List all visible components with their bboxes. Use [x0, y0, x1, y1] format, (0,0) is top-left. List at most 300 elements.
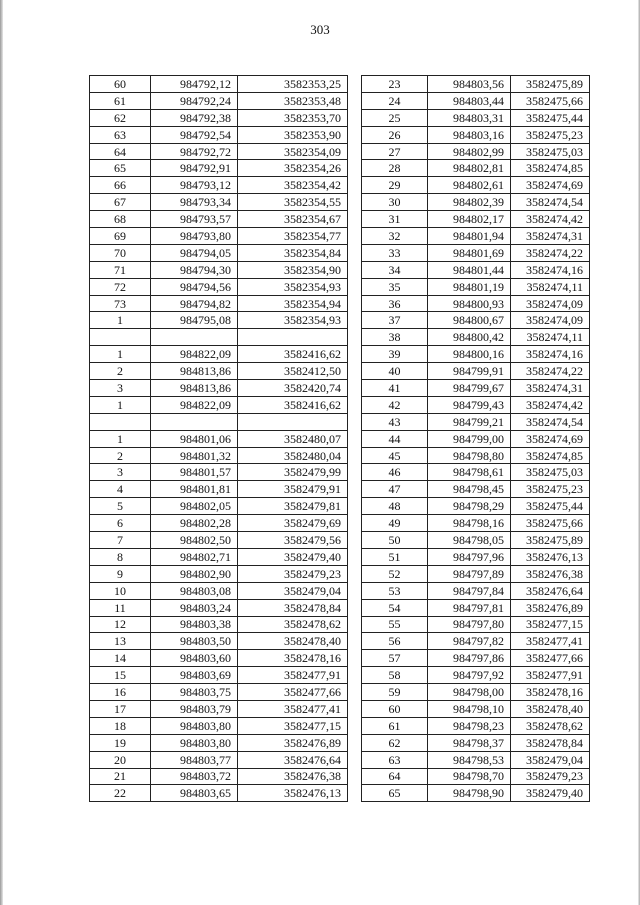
point-number-cell: 48 — [362, 498, 428, 515]
table-row — [362, 734, 590, 751]
point-number-cell: 51 — [362, 548, 428, 565]
point-number-cell: 28 — [362, 160, 428, 177]
y-coordinate-cell: 3582354,42 — [238, 177, 348, 194]
y-coordinate-cell: 3582354,93 — [238, 278, 348, 295]
y-coordinate-cell: 3582353,25 — [238, 76, 348, 93]
point-number-cell: 53 — [362, 582, 428, 599]
point-number-cell: 37 — [362, 312, 428, 329]
point-number-cell: 61 — [90, 92, 151, 109]
y-coordinate-cell: 3582354,90 — [238, 261, 348, 278]
y-coordinate-cell: 3582474,69 — [511, 177, 590, 194]
table-row — [90, 515, 348, 532]
table-row — [90, 616, 348, 633]
table-row — [90, 768, 348, 785]
x-coordinate-cell: 984802,50 — [151, 532, 238, 549]
y-coordinate-cell: 3582474,22 — [511, 244, 590, 261]
table-row — [90, 346, 348, 363]
x-coordinate-cell: 984797,92 — [428, 667, 511, 684]
point-number-cell: 16 — [90, 684, 151, 701]
table-row — [362, 160, 590, 177]
y-coordinate-cell: 3582479,81 — [238, 498, 348, 515]
table-row — [362, 532, 590, 549]
point-number-cell: 64 — [362, 768, 428, 785]
x-coordinate-cell: 984798,23 — [428, 717, 511, 734]
table-row — [90, 548, 348, 565]
point-number-cell: 17 — [90, 700, 151, 717]
table-row — [362, 363, 590, 380]
x-coordinate-cell: 984802,99 — [428, 143, 511, 160]
point-number-cell — [90, 329, 151, 346]
y-coordinate-cell: 3582474,11 — [511, 329, 590, 346]
table-row — [362, 498, 590, 515]
table-row — [362, 177, 590, 194]
table-row — [90, 413, 348, 430]
y-coordinate-cell: 3582474,09 — [511, 295, 590, 312]
y-coordinate-cell: 3582474,31 — [511, 380, 590, 397]
x-coordinate-cell: 984793,34 — [151, 194, 238, 211]
x-coordinate-cell: 984802,17 — [428, 211, 511, 228]
point-number-cell: 15 — [90, 667, 151, 684]
point-number-cell: 59 — [362, 684, 428, 701]
x-coordinate-cell: 984800,16 — [428, 346, 511, 363]
y-coordinate-cell: 3582480,04 — [238, 447, 348, 464]
table-row — [362, 228, 590, 245]
table-row — [362, 76, 590, 93]
y-coordinate-cell: 3582476,38 — [238, 768, 348, 785]
table-row — [90, 599, 348, 616]
x-coordinate-cell: 984792,54 — [151, 126, 238, 143]
x-coordinate-cell: 984797,84 — [428, 582, 511, 599]
y-coordinate-cell: 3582474,42 — [511, 211, 590, 228]
x-coordinate-cell: 984801,19 — [428, 278, 511, 295]
table-row — [362, 109, 590, 126]
y-coordinate-cell: 3582475,23 — [511, 126, 590, 143]
point-number-cell: 6 — [90, 515, 151, 532]
x-coordinate-cell: 984803,56 — [428, 76, 511, 93]
x-coordinate-cell: 984803,38 — [151, 616, 238, 633]
y-coordinate-cell: 3582475,66 — [511, 92, 590, 109]
table-row — [90, 177, 348, 194]
x-coordinate-cell: 984801,81 — [151, 481, 238, 498]
y-coordinate-cell: 3582479,23 — [238, 565, 348, 582]
x-coordinate-cell: 984800,93 — [428, 295, 511, 312]
y-coordinate-cell: 3582476,64 — [511, 582, 590, 599]
y-coordinate-cell: 3582476,64 — [238, 751, 348, 768]
y-coordinate-cell: 3582354,09 — [238, 143, 348, 160]
x-coordinate-cell: 984803,08 — [151, 582, 238, 599]
point-number-cell: 57 — [362, 650, 428, 667]
x-coordinate-cell: 984803,16 — [428, 126, 511, 143]
point-number-cell: 54 — [362, 599, 428, 616]
x-coordinate-cell: 984798,05 — [428, 532, 511, 549]
table-row — [362, 413, 590, 430]
table-row — [362, 396, 590, 413]
y-coordinate-cell: 3582475,03 — [511, 143, 590, 160]
y-coordinate-cell: 3582478,84 — [238, 599, 348, 616]
y-coordinate-cell: 3582474,54 — [511, 413, 590, 430]
y-coordinate-cell: 3582354,77 — [238, 228, 348, 245]
x-coordinate-cell: 984802,61 — [428, 177, 511, 194]
point-number-cell: 9 — [90, 565, 151, 582]
table-row — [362, 211, 590, 228]
point-number-cell: 25 — [362, 109, 428, 126]
y-coordinate-cell: 3582477,41 — [238, 700, 348, 717]
table-row — [90, 228, 348, 245]
table-row — [362, 430, 590, 447]
point-number-cell: 62 — [362, 734, 428, 751]
x-coordinate-cell: 984798,45 — [428, 481, 511, 498]
point-number-cell: 40 — [362, 363, 428, 380]
point-number-cell: 19 — [90, 734, 151, 751]
table-row — [90, 751, 348, 768]
table-row — [90, 109, 348, 126]
table-row — [362, 650, 590, 667]
table-row — [90, 160, 348, 177]
table-row — [362, 380, 590, 397]
y-coordinate-cell: 3582477,66 — [511, 650, 590, 667]
table-row — [90, 447, 348, 464]
point-number-cell: 71 — [90, 261, 151, 278]
point-number-cell: 18 — [90, 717, 151, 734]
y-coordinate-cell: 3582474,31 — [511, 228, 590, 245]
table-row — [362, 565, 590, 582]
point-number-cell: 62 — [90, 109, 151, 126]
point-number-cell: 52 — [362, 565, 428, 582]
point-number-cell: 30 — [362, 194, 428, 211]
table-row — [362, 92, 590, 109]
x-coordinate-cell: 984803,77 — [151, 751, 238, 768]
y-coordinate-cell: 3582479,40 — [238, 548, 348, 565]
table-row — [90, 329, 348, 346]
x-coordinate-cell: 984797,89 — [428, 565, 511, 582]
point-number-cell: 7 — [90, 532, 151, 549]
point-number-cell: 63 — [362, 751, 428, 768]
y-coordinate-cell: 3582480,07 — [238, 430, 348, 447]
table-row — [362, 244, 590, 261]
y-coordinate-cell: 3582475,03 — [511, 464, 590, 481]
x-coordinate-cell: 984803,50 — [151, 633, 238, 650]
x-coordinate-cell: 984802,90 — [151, 565, 238, 582]
y-coordinate-cell: 3582475,23 — [511, 481, 590, 498]
point-number-cell: 47 — [362, 481, 428, 498]
x-coordinate-cell: 984798,61 — [428, 464, 511, 481]
y-coordinate-cell: 3582474,85 — [511, 160, 590, 177]
x-coordinate-cell: 984797,86 — [428, 650, 511, 667]
table-row — [362, 126, 590, 143]
x-coordinate-cell: 984794,56 — [151, 278, 238, 295]
y-coordinate-cell: 3582478,62 — [511, 717, 590, 734]
point-number-cell: 1 — [90, 430, 151, 447]
table-row — [90, 734, 348, 751]
x-coordinate-cell: 984803,44 — [428, 92, 511, 109]
point-number-cell: 69 — [90, 228, 151, 245]
y-coordinate-cell: 3582474,16 — [511, 346, 590, 363]
x-coordinate-cell: 984801,06 — [151, 430, 238, 447]
y-coordinate-cell: 3582477,91 — [238, 667, 348, 684]
point-number-cell: 33 — [362, 244, 428, 261]
y-coordinate-cell: 3582478,40 — [511, 700, 590, 717]
table-row — [90, 430, 348, 447]
x-coordinate-cell: 984793,80 — [151, 228, 238, 245]
x-coordinate-cell: 984813,86 — [151, 363, 238, 380]
table-row — [90, 785, 348, 802]
x-coordinate-cell: 984798,53 — [428, 751, 511, 768]
y-coordinate-cell: 3582477,15 — [238, 717, 348, 734]
x-coordinate-cell: 984792,12 — [151, 76, 238, 93]
point-number-cell: 60 — [90, 76, 151, 93]
table-row — [90, 76, 348, 93]
table-row — [90, 312, 348, 329]
y-coordinate-cell: 3582476,89 — [238, 734, 348, 751]
y-coordinate-cell: 3582479,91 — [238, 481, 348, 498]
point-number-cell: 3 — [90, 464, 151, 481]
x-coordinate-cell: 984803,60 — [151, 650, 238, 667]
y-coordinate-cell: 3582475,89 — [511, 532, 590, 549]
x-coordinate-cell: 984795,08 — [151, 312, 238, 329]
point-number-cell: 43 — [362, 413, 428, 430]
point-number-cell: 35 — [362, 278, 428, 295]
x-coordinate-cell: 984797,80 — [428, 616, 511, 633]
point-number-cell: 27 — [362, 143, 428, 160]
y-coordinate-cell: 3582475,66 — [511, 515, 590, 532]
x-coordinate-cell: 984798,16 — [428, 515, 511, 532]
table-row — [90, 244, 348, 261]
table-row — [90, 380, 348, 397]
x-coordinate-cell: 984803,80 — [151, 734, 238, 751]
point-number-cell — [90, 413, 151, 430]
table-row — [362, 312, 590, 329]
table-row — [90, 667, 348, 684]
x-coordinate-cell: 984803,24 — [151, 599, 238, 616]
table-row — [362, 464, 590, 481]
x-coordinate-cell: 984800,42 — [428, 329, 511, 346]
y-coordinate-cell: 3582416,62 — [238, 396, 348, 413]
x-coordinate-cell: 984798,90 — [428, 785, 511, 802]
point-number-cell: 61 — [362, 717, 428, 734]
y-coordinate-cell: 3582478,40 — [238, 633, 348, 650]
point-number-cell: 31 — [362, 211, 428, 228]
y-coordinate-cell: 3582477,15 — [511, 616, 590, 633]
x-coordinate-cell: 984798,00 — [428, 684, 511, 701]
point-number-cell: 36 — [362, 295, 428, 312]
table-row — [90, 498, 348, 515]
y-coordinate-cell: 3582353,70 — [238, 109, 348, 126]
x-coordinate-cell: 984801,32 — [151, 447, 238, 464]
y-coordinate-cell: 3582412,50 — [238, 363, 348, 380]
y-coordinate-cell: 3582479,69 — [238, 515, 348, 532]
y-coordinate-cell: 3582478,84 — [511, 734, 590, 751]
point-number-cell: 44 — [362, 430, 428, 447]
point-number-cell: 13 — [90, 633, 151, 650]
table-row — [362, 515, 590, 532]
x-coordinate-cell: 984802,05 — [151, 498, 238, 515]
table-row — [362, 616, 590, 633]
point-number-cell: 41 — [362, 380, 428, 397]
y-coordinate-cell: 3582474,09 — [511, 312, 590, 329]
point-number-cell: 65 — [362, 785, 428, 802]
table-row — [362, 700, 590, 717]
table-row — [90, 295, 348, 312]
table-row — [362, 261, 590, 278]
point-number-cell: 65 — [90, 160, 151, 177]
point-number-cell: 58 — [362, 667, 428, 684]
table-row — [90, 278, 348, 295]
table-row — [90, 481, 348, 498]
x-coordinate-cell: 984798,80 — [428, 447, 511, 464]
y-coordinate-cell: 3582479,04 — [511, 751, 590, 768]
y-coordinate-cell: 3582354,93 — [238, 312, 348, 329]
y-coordinate-cell: 3582474,54 — [511, 194, 590, 211]
y-coordinate-cell: 3582475,44 — [511, 498, 590, 515]
table-row — [90, 194, 348, 211]
table-row — [90, 650, 348, 667]
y-coordinate-cell: 3582474,42 — [511, 396, 590, 413]
table-row — [362, 633, 590, 650]
x-coordinate-cell: 984799,91 — [428, 363, 511, 380]
point-number-cell: 72 — [90, 278, 151, 295]
table-row — [362, 717, 590, 734]
table-row — [90, 700, 348, 717]
table-row — [362, 329, 590, 346]
table-row — [362, 194, 590, 211]
x-coordinate-cell: 984802,81 — [428, 160, 511, 177]
x-coordinate-cell: 984797,96 — [428, 548, 511, 565]
x-coordinate-cell: 984798,10 — [428, 700, 511, 717]
point-number-cell: 3 — [90, 380, 151, 397]
y-coordinate-cell: 3582476,13 — [238, 785, 348, 802]
table-row — [90, 211, 348, 228]
x-coordinate-cell: 984801,44 — [428, 261, 511, 278]
table-row — [90, 143, 348, 160]
x-coordinate-cell: 984803,75 — [151, 684, 238, 701]
point-number-cell: 50 — [362, 532, 428, 549]
y-coordinate-cell: 3582354,94 — [238, 295, 348, 312]
x-coordinate-cell: 984802,28 — [151, 515, 238, 532]
point-number-cell: 34 — [362, 261, 428, 278]
y-coordinate-cell — [238, 329, 348, 346]
point-number-cell: 1 — [90, 396, 151, 413]
point-number-cell: 5 — [90, 498, 151, 515]
table-row — [362, 278, 590, 295]
point-number-cell: 67 — [90, 194, 151, 211]
y-coordinate-cell: 3582476,13 — [511, 548, 590, 565]
table-row — [90, 396, 348, 413]
x-coordinate-cell: 984798,37 — [428, 734, 511, 751]
point-number-cell: 46 — [362, 464, 428, 481]
table-row — [362, 785, 590, 802]
table-row — [90, 565, 348, 582]
table-row — [90, 464, 348, 481]
point-number-cell: 29 — [362, 177, 428, 194]
table-row — [362, 346, 590, 363]
x-coordinate-cell: 984794,82 — [151, 295, 238, 312]
y-coordinate-cell: 3582475,44 — [511, 109, 590, 126]
table-row — [362, 143, 590, 160]
point-number-cell: 21 — [90, 768, 151, 785]
x-coordinate-cell: 984792,38 — [151, 109, 238, 126]
x-coordinate-cell: 984800,67 — [428, 312, 511, 329]
x-coordinate-cell: 984822,09 — [151, 396, 238, 413]
point-number-cell: 14 — [90, 650, 151, 667]
x-coordinate-cell: 984797,81 — [428, 599, 511, 616]
table-row — [90, 92, 348, 109]
x-coordinate-cell: 984801,94 — [428, 228, 511, 245]
y-coordinate-cell: 3582479,04 — [238, 582, 348, 599]
x-coordinate-cell: 984801,57 — [151, 464, 238, 481]
x-coordinate-cell: 984803,69 — [151, 667, 238, 684]
y-coordinate-cell: 3582479,40 — [511, 785, 590, 802]
y-coordinate-cell: 3582354,55 — [238, 194, 348, 211]
y-coordinate-cell: 3582354,67 — [238, 211, 348, 228]
table-row — [90, 261, 348, 278]
point-number-cell: 12 — [90, 616, 151, 633]
x-coordinate-cell: 984803,79 — [151, 700, 238, 717]
y-coordinate-cell: 3582477,66 — [238, 684, 348, 701]
y-coordinate-cell: 3582478,16 — [238, 650, 348, 667]
x-coordinate-cell: 984792,72 — [151, 143, 238, 160]
table-row — [362, 447, 590, 464]
table-row — [90, 532, 348, 549]
table-row — [362, 548, 590, 565]
x-coordinate-cell: 984793,12 — [151, 177, 238, 194]
x-coordinate-cell: 984803,65 — [151, 785, 238, 802]
point-number-cell: 56 — [362, 633, 428, 650]
x-coordinate-cell: 984794,30 — [151, 261, 238, 278]
point-number-cell: 39 — [362, 346, 428, 363]
point-number-cell: 73 — [90, 295, 151, 312]
x-coordinate-cell: 984803,72 — [151, 768, 238, 785]
point-number-cell: 11 — [90, 599, 151, 616]
y-coordinate-cell: 3582474,11 — [511, 278, 590, 295]
table-row — [90, 582, 348, 599]
x-coordinate-cell: 984798,70 — [428, 768, 511, 785]
y-coordinate-cell: 3582479,99 — [238, 464, 348, 481]
x-coordinate-cell: 984799,21 — [428, 413, 511, 430]
point-number-cell: 45 — [362, 447, 428, 464]
point-number-cell: 23 — [362, 76, 428, 93]
y-coordinate-cell: 3582474,22 — [511, 363, 590, 380]
x-coordinate-cell: 984802,39 — [428, 194, 511, 211]
scan-edge-left — [0, 0, 3, 905]
y-coordinate-cell: 3582479,56 — [238, 532, 348, 549]
x-coordinate-cell: 984793,57 — [151, 211, 238, 228]
x-coordinate-cell: 984803,80 — [151, 717, 238, 734]
x-coordinate-cell: 984792,24 — [151, 92, 238, 109]
y-coordinate-cell: 3582354,26 — [238, 160, 348, 177]
y-coordinate-cell: 3582474,69 — [511, 430, 590, 447]
point-number-cell: 66 — [90, 177, 151, 194]
point-number-cell: 70 — [90, 244, 151, 261]
x-coordinate-cell: 984794,05 — [151, 244, 238, 261]
table-row — [362, 768, 590, 785]
y-coordinate-cell: 3582477,41 — [511, 633, 590, 650]
y-coordinate-cell — [238, 413, 348, 430]
table-row — [90, 633, 348, 650]
x-coordinate-cell — [151, 413, 238, 430]
point-number-cell: 38 — [362, 329, 428, 346]
point-number-cell: 24 — [362, 92, 428, 109]
y-coordinate-cell: 3582478,62 — [238, 616, 348, 633]
y-coordinate-cell: 3582416,62 — [238, 346, 348, 363]
y-coordinate-cell: 3582474,16 — [511, 261, 590, 278]
page-number: 303 — [310, 22, 330, 37]
table-row — [362, 667, 590, 684]
table-row — [362, 582, 590, 599]
point-number-cell: 4 — [90, 481, 151, 498]
point-number-cell: 55 — [362, 616, 428, 633]
y-coordinate-cell: 3582353,48 — [238, 92, 348, 109]
point-number-cell: 10 — [90, 582, 151, 599]
